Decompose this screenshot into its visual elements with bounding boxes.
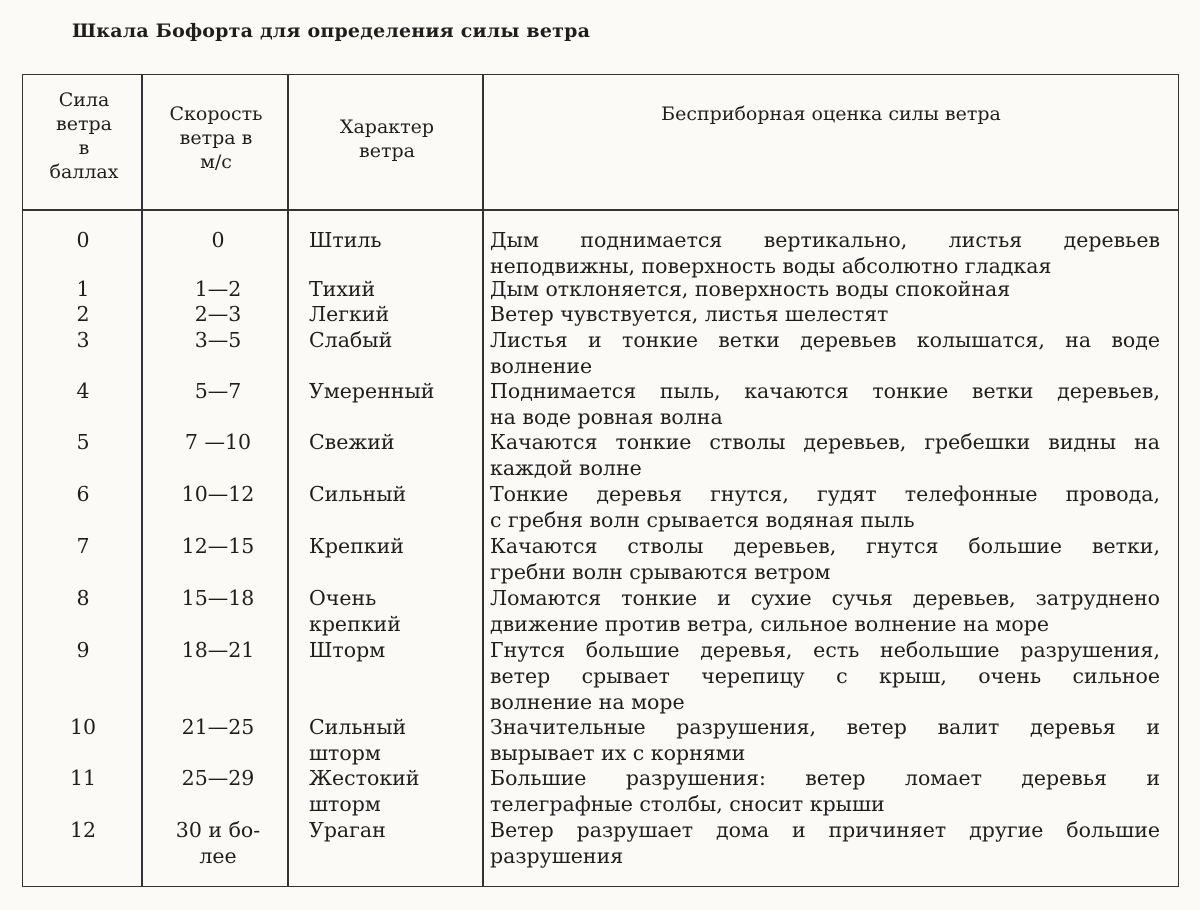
- force-cell-value: 0: [76, 228, 90, 252]
- estimate-cell-line: неподвижны, поверхность воды абсолютно гладкая: [490, 253, 1052, 278]
- force-cell: [40, 379, 126, 405]
- header-line: баллах: [49, 161, 119, 183]
- force-cell: [40, 277, 126, 303]
- estimate-cell-line: Ветер разрушает дома и причиняет другие большие: [490, 818, 1160, 842]
- header-line: Бесприборная оценка силы ветра: [661, 103, 1001, 125]
- header-speed: [145, 102, 287, 174]
- character-cell-line: Сильный: [309, 482, 407, 506]
- speed-cell-line: 5—7: [194, 379, 242, 403]
- force-cell: [40, 818, 126, 844]
- estimate-cell: [490, 277, 1160, 303]
- speed-cell: [150, 379, 286, 405]
- character-cell: [309, 302, 479, 328]
- header-line: Сила: [58, 89, 110, 111]
- force-cell: [40, 586, 126, 612]
- estimate-cell: [490, 430, 1160, 482]
- speed-cell-line: 21—25: [181, 715, 255, 739]
- estimate-cell-line: Качаются тонкие стволы деревьев, гребешки видны на: [490, 430, 1160, 454]
- character-cell-line: Легкий: [309, 302, 390, 326]
- column-divider: [482, 74, 484, 887]
- character-cell-line: Умеренный: [309, 379, 435, 403]
- estimate-cell-line: Ломаются тонкие и сухие сучья деревьев, затруднено: [490, 586, 1160, 610]
- estimate-cell-line: Большие разрушения: ветер ломает деревья и: [490, 766, 1160, 790]
- speed-cell: [150, 328, 286, 354]
- speed-cell: [150, 586, 286, 612]
- estimate-cell-line: с гребня волн срывается водяная пыль: [490, 507, 915, 532]
- header-line: м/с: [200, 151, 232, 173]
- estimate-cell: [490, 534, 1160, 586]
- estimate-cell: [490, 228, 1160, 280]
- speed-cell: [150, 430, 286, 456]
- speed-cell-line: лее: [199, 843, 237, 868]
- force-cell-value: 3: [76, 328, 90, 352]
- speed-cell-line: 12—15: [181, 534, 255, 558]
- estimate-cell-line: гребни волн срываются ветром: [490, 559, 831, 584]
- header-line: Скорость: [169, 103, 263, 125]
- speed-cell-line: 3—5: [194, 328, 242, 352]
- force-cell: [40, 715, 126, 741]
- force-cell: [40, 766, 126, 792]
- speed-cell: [150, 534, 286, 560]
- character-cell-line: Штиль: [309, 228, 382, 252]
- speed-cell-line: 25—29: [181, 766, 255, 790]
- character-cell-line: Очень: [309, 586, 377, 610]
- estimate-cell-line: Поднимается пыль, качаются тонкие ветки деревьев,: [490, 379, 1160, 403]
- estimate-cell-line: волнение на море: [490, 689, 685, 714]
- force-cell-value: 10: [69, 715, 97, 739]
- character-cell: [309, 328, 479, 354]
- speed-cell: [150, 277, 286, 303]
- character-cell-line: Свежий: [309, 430, 395, 454]
- speed-cell-line: 10—12: [181, 482, 255, 506]
- estimate-cell: [490, 586, 1160, 638]
- estimate-cell-line: Ветер чувствуется, листья шелестят: [490, 302, 889, 326]
- header-line: ветра в: [179, 127, 253, 149]
- estimate-cell-line: Дым отклоняется, поверхность воды спокойная: [490, 277, 1011, 301]
- force-cell-value: 1: [76, 277, 90, 301]
- character-cell-line: Шторм: [309, 638, 386, 662]
- force-cell: [40, 534, 126, 560]
- character-cell: [309, 818, 479, 844]
- estimate-cell: [490, 818, 1160, 870]
- column-divider: [141, 74, 143, 887]
- estimate-cell-line: ветер срывает черепицу с крыш, очень сильное: [490, 663, 1160, 688]
- estimate-cell: [490, 302, 1160, 328]
- speed-cell: [150, 715, 286, 741]
- character-cell: [309, 715, 479, 767]
- character-cell-line: шторм: [309, 791, 381, 816]
- force-cell-value: 9: [76, 638, 90, 662]
- estimate-cell-line: разрушения: [490, 843, 624, 868]
- character-cell-line: Слабый: [309, 328, 393, 352]
- character-cell-line: крепкий: [309, 611, 401, 636]
- estimate-cell: [490, 638, 1160, 715]
- character-cell-line: Ураган: [309, 818, 386, 842]
- estimate-cell-line: Гнутся большие деревья, есть небольшие разрушения,: [490, 638, 1160, 662]
- estimate-cell: [490, 766, 1160, 818]
- estimate-cell-line: телеграфные столбы, сносит крыши: [490, 791, 885, 816]
- speed-cell: [150, 638, 286, 664]
- estimate-cell: [490, 328, 1160, 380]
- force-cell: [40, 328, 126, 354]
- speed-cell-line: 15—18: [181, 586, 255, 610]
- estimate-cell-line: Тонкие деревья гнутся, гудят телефонные провода,: [490, 482, 1160, 506]
- character-cell-line: Жестокий: [309, 766, 420, 790]
- force-cell-value: 6: [76, 482, 90, 506]
- estimate-cell: [490, 715, 1160, 767]
- character-cell: [309, 638, 479, 664]
- estimate-cell-line: каждой волне: [490, 455, 642, 480]
- character-cell-line: шторм: [309, 740, 381, 765]
- speed-cell-line: 7 —10: [184, 430, 252, 454]
- header-estimate: [486, 102, 1176, 126]
- estimate-cell-line: на воде ровная волна: [490, 404, 723, 429]
- header-line: Характер: [339, 116, 435, 138]
- character-cell: [309, 430, 479, 456]
- speed-cell: [150, 766, 286, 792]
- estimate-cell-line: волнение: [490, 353, 593, 378]
- estimate-cell: [490, 482, 1160, 534]
- estimate-cell-line: Значительные разрушения, ветер валит деревья и: [490, 715, 1160, 739]
- speed-cell: [150, 302, 286, 328]
- character-cell: [309, 534, 479, 560]
- force-cell-value: 7: [76, 534, 90, 558]
- character-cell-line: Тихий: [309, 277, 376, 301]
- force-cell-value: 2: [76, 302, 90, 326]
- header-force: [30, 88, 138, 184]
- estimate-cell-line: Листья и тонкие ветки деревьев колышатся, на воде: [490, 328, 1160, 352]
- speed-cell-line: 18—21: [181, 638, 255, 662]
- header-line: ветра: [56, 113, 112, 135]
- character-cell-line: Крепкий: [309, 534, 404, 558]
- force-cell: [40, 638, 126, 664]
- force-cell: [40, 228, 126, 254]
- force-cell-value: 5: [76, 430, 90, 454]
- force-cell-value: 11: [69, 766, 97, 790]
- character-cell-line: Сильный: [309, 715, 407, 739]
- speed-cell-line: 0: [211, 228, 225, 252]
- force-cell: [40, 430, 126, 456]
- speed-cell: [150, 482, 286, 508]
- header-divider: [22, 209, 1179, 211]
- estimate-cell-line: Дым поднимается вертикально, листья деревьев: [490, 228, 1160, 252]
- table-title: Шкала Бофорта для определения силы ветра: [72, 20, 591, 42]
- estimate-cell-line: Качаются стволы деревьев, гнутся большие ветки,: [490, 534, 1160, 558]
- speed-cell-line: 2—3: [194, 302, 242, 326]
- character-cell: [309, 766, 479, 818]
- speed-cell-line: 1—2: [194, 277, 242, 301]
- character-cell: [309, 482, 479, 508]
- speed-cell-line: 30 и бо-: [175, 818, 261, 842]
- character-cell: [309, 228, 479, 254]
- character-cell: [309, 586, 479, 638]
- force-cell-value: 4: [76, 379, 90, 403]
- speed-cell: [150, 228, 286, 254]
- header-line: в: [78, 137, 90, 159]
- header-line: ветра: [359, 140, 415, 162]
- estimate-cell-line: вырывает их с корнями: [490, 740, 746, 765]
- estimate-cell-line: движение против ветра, сильное волнение на море: [490, 611, 1049, 636]
- force-cell-value: 12: [69, 818, 97, 842]
- speed-cell: [150, 818, 286, 870]
- estimate-cell: [490, 379, 1160, 431]
- header-character: [292, 115, 482, 163]
- character-cell: [309, 379, 479, 405]
- column-divider: [287, 74, 289, 887]
- force-cell: [40, 302, 126, 328]
- force-cell-value: 8: [76, 586, 90, 610]
- character-cell: [309, 277, 479, 303]
- force-cell: [40, 482, 126, 508]
